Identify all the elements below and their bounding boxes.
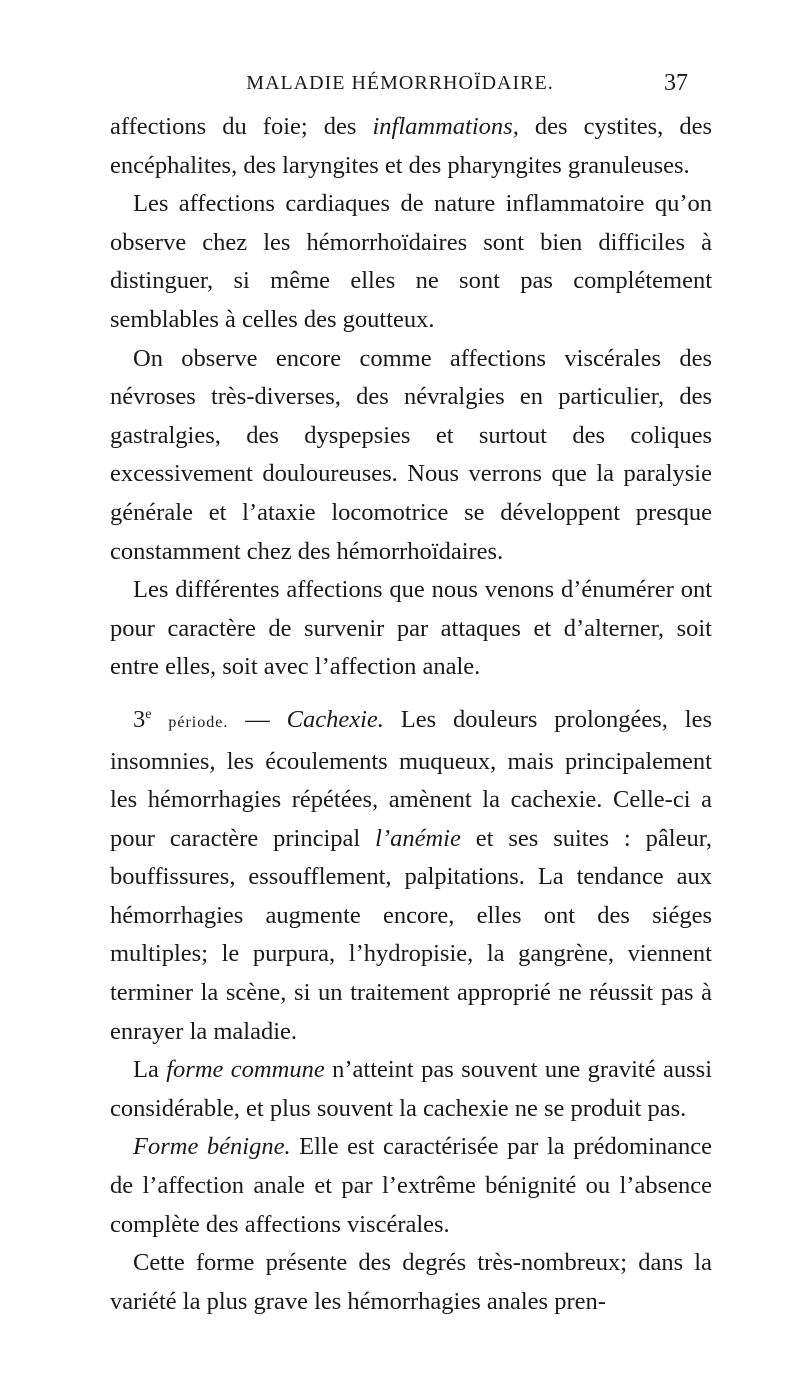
- body-text: [110, 108, 712, 1321]
- paragraph-6: [110, 1051, 712, 1128]
- paragraph-3: On observe encore comme affections viscérales des névroses très-diverses, des névralgies en particulier, des gastralgies, des dyspepsies et surtout des coliques excessivement douloureuses. Nous verrons que la paralysie générale et l’ataxie locomotrice se développent presque constamment chez des hémorrhoïdaires.: [110, 344, 712, 565]
- page-number: 37: [664, 70, 688, 96]
- paragraph-7: [110, 1128, 712, 1244]
- italic-run: forme commune: [166, 1056, 325, 1084]
- text-run: La: [133, 1056, 167, 1084]
- paragraph-5: [110, 701, 712, 1051]
- paragraph-2: Les affections cardiaques de nature inflammatoire qu’on observe chez les hémorrhoïdaires sont bien difficiles à distinguer, si même elles ne sont pas complétement semblables à celles des goutteux.: [110, 190, 712, 333]
- italic-run: inflammations,: [372, 113, 519, 140]
- text-run: Elle est caractérisée par la prédominance de l’affection anale et par l’extrême bénignité ou l’absence complète des affections viscérales.: [110, 1133, 712, 1238]
- paragraph-1: [110, 108, 712, 185]
- running-title: MALADIE HÉMORRHOÏDAIRE.: [246, 72, 554, 94]
- dash: —: [228, 705, 287, 733]
- text-run: et ses suites : pâleur, bouffissures, essoufflement, palpitations. La tendance aux hémorrhagies augmente encore, elles ont des siéges multiples; le purpura, l’hydropisie, la gangrène, viennent terminer la scène, si un traitement approprié ne réussit pas à enrayer la maladie.: [110, 824, 712, 1045]
- italic-run: Forme bénigne.: [133, 1133, 291, 1161]
- italic-run: Cachexie.: [286, 705, 384, 733]
- page-header: [0, 72, 800, 106]
- italic-run: l’anémie: [375, 824, 461, 852]
- text-run: des cystites, des encéphalites, des laryngites et des pharyngites granuleuses.: [110, 113, 712, 179]
- ordinal-suffix: e: [145, 706, 152, 722]
- period-number: 3: [133, 705, 146, 733]
- paragraph-8: Cette forme présente des degrés très-nombreux; dans la variété la plus grave les hémorrhagies anales pren-: [110, 1249, 712, 1315]
- paragraph-4: Les différentes affections que nous venons d’énumérer ont pour caractère de survenir par attaques et d’alterner, soit entre elles, soit avec l’affection anale.: [110, 576, 712, 681]
- period-label: période.: [168, 713, 229, 731]
- text-run: Les douleurs prolongées, les insomnies, les écoulements muqueux, mais principalement les hémorrhagies répétées, amènent la cachexie. Celle-ci a pour caractère principal: [110, 705, 713, 852]
- text-run: affections du foie; des: [110, 113, 373, 140]
- text-run: n’atteint pas souvent une gravité aussi considérable, et plus souvent la cachexie ne se produit pas.: [110, 1056, 713, 1122]
